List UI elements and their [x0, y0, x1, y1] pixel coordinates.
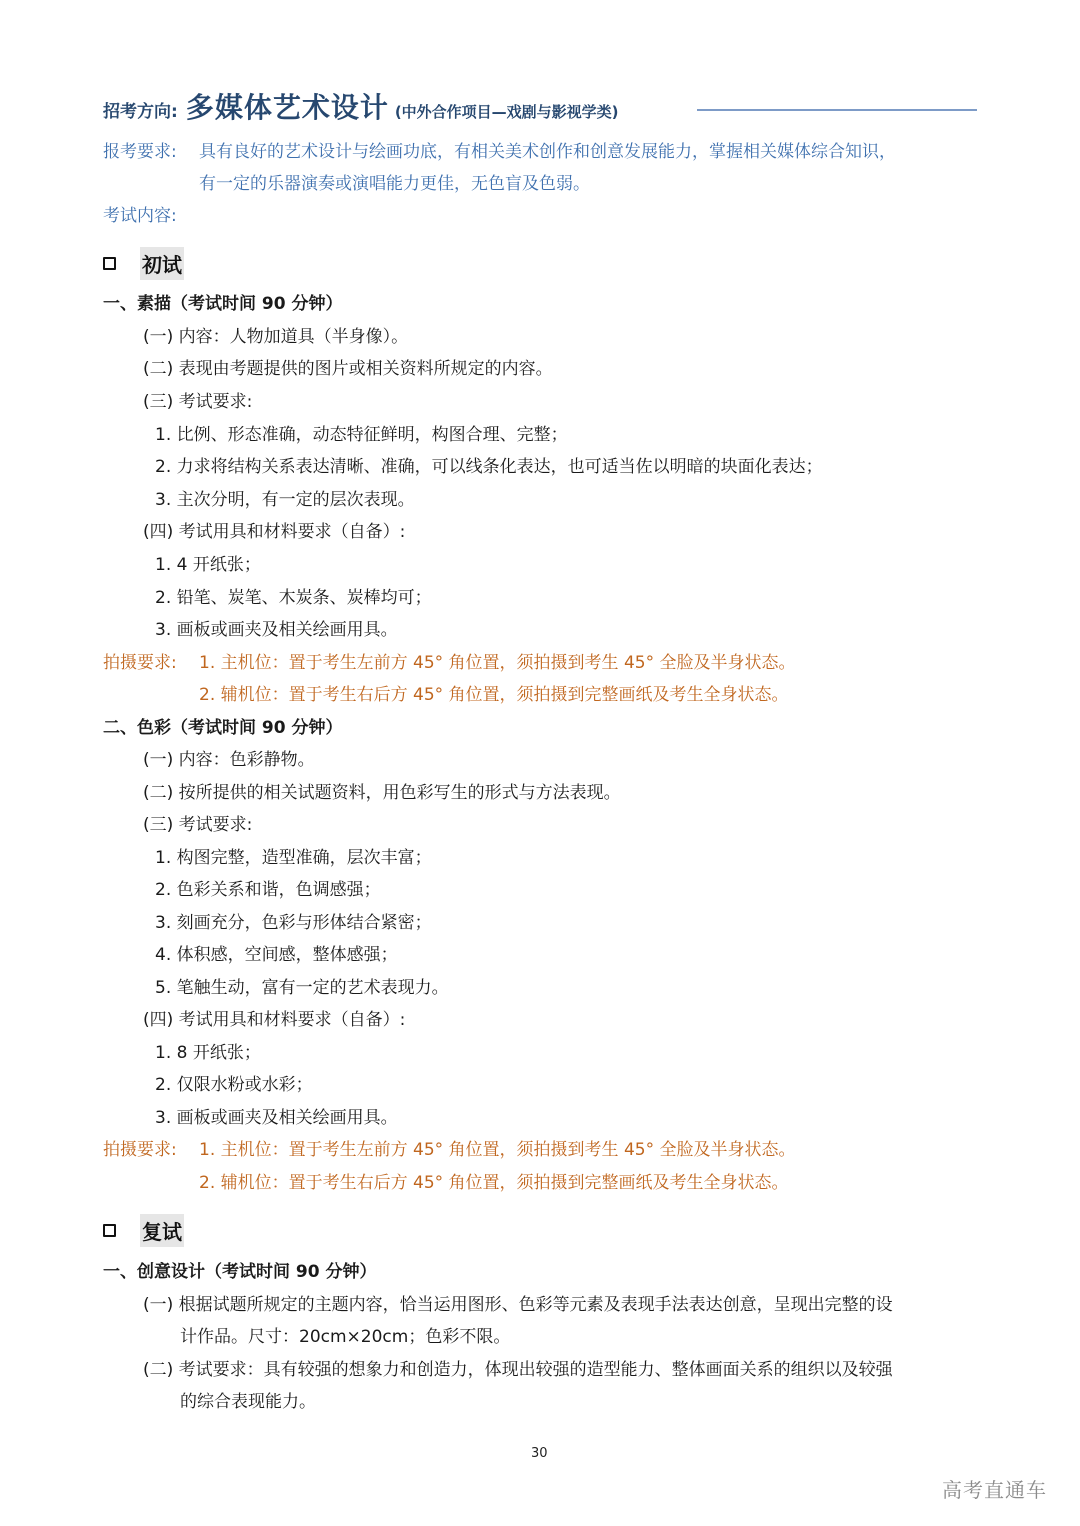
creative-item-2-line-2: 的综合表现能力。	[180, 1392, 316, 1412]
color-req-3: 3. 刻画充分，色彩与形体结合紧密；	[155, 913, 432, 933]
sketch-filming-1: 1. 主机位：置于考生左前方 45° 角位置，须拍摄到考生 45° 全脸及半身状态。	[199, 653, 796, 673]
program-title: 多媒体艺术设计	[185, 91, 389, 124]
color-req-4: 4. 体积感，空间感，整体感强；	[155, 945, 398, 965]
creative-item-2-line-1: (二) 考试要求：具有较强的想象力和创造力，体现出较强的造型能力、整体画面关系的组织以及较强	[143, 1360, 893, 1380]
section-title-preliminary: 初试	[140, 247, 184, 280]
color-filming-1: 1. 主机位：置于考生左前方 45° 角位置，须拍摄到考生 45° 全脸及半身状态。	[199, 1140, 796, 1160]
watermark: 高考直通车	[942, 1478, 1047, 1502]
program-label: 招考方向:	[103, 102, 178, 122]
creative-heading: 一、创意设计（考试时间 90 分钟）	[103, 1262, 377, 1282]
sketch-item-3: (三) 考试要求:	[143, 392, 253, 412]
color-heading: 二、色彩（考试时间 90 分钟）	[103, 718, 343, 738]
checkbox-icon	[103, 1224, 116, 1237]
section-title-retest: 复试	[140, 1214, 184, 1247]
checkbox-icon	[103, 257, 116, 270]
color-filming-label: 拍摄要求:	[103, 1140, 177, 1160]
sketch-material-3: 3. 画板或画夹及相关绘画用具。	[155, 620, 398, 640]
section-retest	[103, 1214, 184, 1247]
color-req-2: 2. 色彩关系和谐，色调感强；	[155, 880, 381, 900]
page-number: 30	[531, 1446, 548, 1461]
exam-content-label: 考试内容:	[103, 206, 177, 226]
requirements-line-2: 有一定的乐器演奏或演唱能力更佳，无色盲及色弱。	[199, 174, 590, 194]
creative-item-1-line-2: 计作品。尺寸：20cm×20cm；色彩不限。	[180, 1327, 511, 1347]
color-filming-2: 2. 辅机位：置于考生右后方 45° 角位置，须拍摄到完整画纸及考生全身状态。	[199, 1173, 789, 1193]
program-header	[103, 86, 619, 126]
sketch-material-1: 1. 4 开纸张；	[155, 555, 261, 575]
color-item-1: (一) 内容：色彩静物。	[143, 750, 315, 770]
color-item-3: (三) 考试要求:	[143, 815, 253, 835]
requirements-label: 报考要求:	[103, 142, 177, 162]
sketch-item-1: (一) 内容：人物加道具（半身像）。	[143, 327, 409, 347]
color-materials-heading: (四) 考试用具和材料要求（自备）:	[143, 1010, 406, 1030]
sketch-req-1: 1. 比例、形态准确，动态特征鲜明，构图合理、完整；	[155, 425, 568, 445]
color-req-1: 1. 构图完整，造型准确，层次丰富；	[155, 848, 432, 868]
sketch-material-2: 2. 铅笔、炭笔、木炭条、炭棒均可；	[155, 588, 432, 608]
sketch-materials-heading: (四) 考试用具和材料要求（自备）:	[143, 522, 406, 542]
color-material-1: 1. 8 开纸张；	[155, 1043, 261, 1063]
color-material-2: 2. 仅限水粉或水彩；	[155, 1075, 313, 1095]
header-rule	[697, 109, 977, 111]
requirements-line-1: 具有良好的艺术设计与绘画功底，有相关美术创作和创意发展能力，掌握相关媒体综合知识，	[199, 142, 896, 162]
sketch-filming-2: 2. 辅机位：置于考生右后方 45° 角位置，须拍摄到完整画纸及考生全身状态。	[199, 685, 789, 705]
color-material-3: 3. 画板或画夹及相关绘画用具。	[155, 1108, 398, 1128]
section-preliminary	[103, 247, 184, 280]
program-subtitle: (中外合作项目—戏剧与影视学类)	[394, 103, 619, 121]
color-item-2: (二) 按所提供的相关试题资料，用色彩写生的形式与方法表现。	[143, 783, 621, 803]
sketch-req-2: 2. 力求将结构关系表达清晰、准确，可以线条化表达，也可适当佐以明暗的块面化表达；	[155, 457, 823, 477]
sketch-req-3: 3. 主次分明，有一定的层次表现。	[155, 490, 415, 510]
sketch-heading: 一、素描（考试时间 90 分钟）	[103, 294, 343, 314]
sketch-item-2: (二) 表现由考题提供的图片或相关资料所规定的内容。	[143, 359, 553, 379]
sketch-filming-label: 拍摄要求:	[103, 653, 177, 673]
creative-item-1-line-1: (一) 根据试题所规定的主题内容，恰当运用图形、色彩等元素及表现手法表达创意，呈现出完整的设	[143, 1295, 893, 1315]
color-req-5: 5. 笔触生动，富有一定的艺术表现力。	[155, 978, 449, 998]
